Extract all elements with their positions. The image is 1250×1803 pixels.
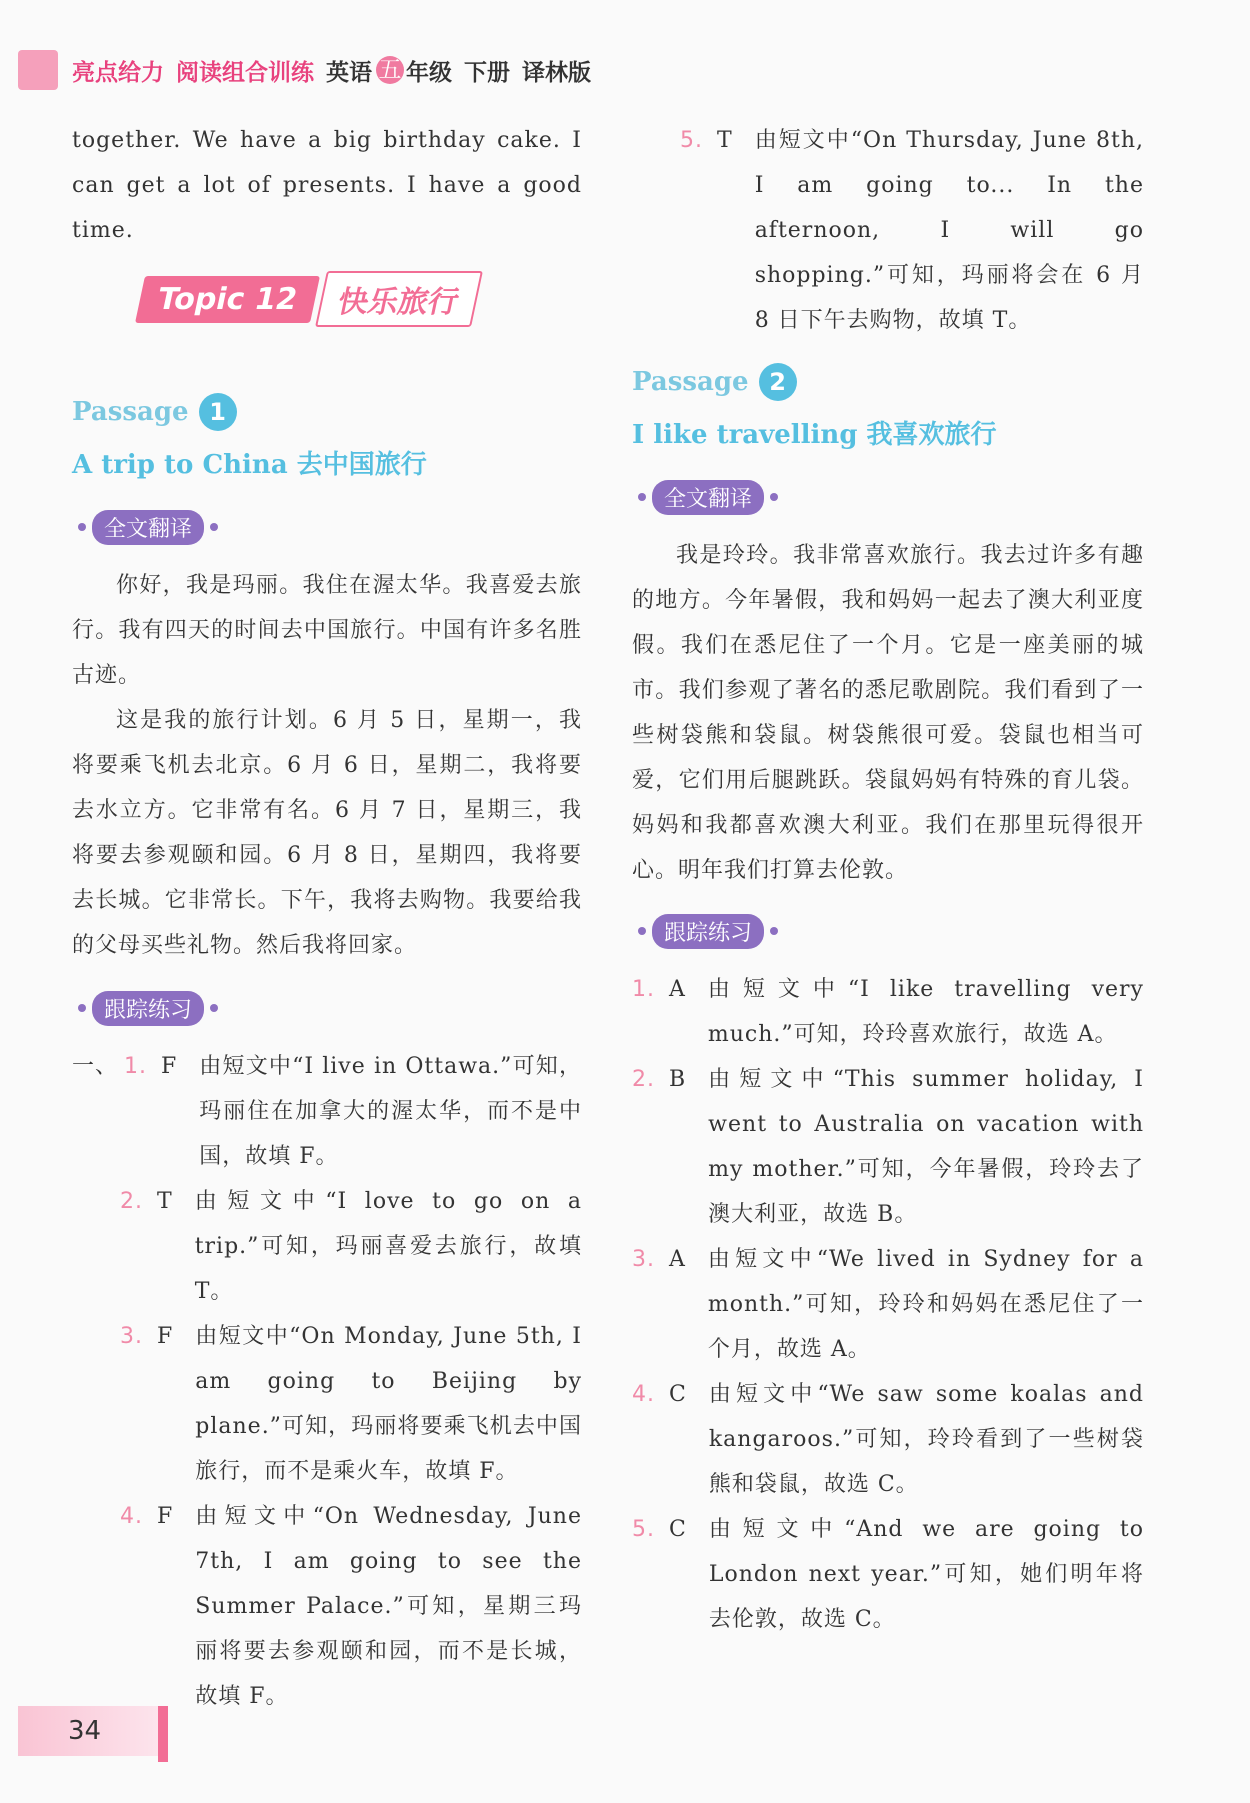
translation-tag-label: 全文翻译 bbox=[652, 480, 764, 515]
item-number: 5. bbox=[680, 128, 703, 153]
answer-item bbox=[632, 1237, 1144, 1372]
practice-tag bbox=[72, 990, 582, 1026]
item-explanation: 由短文中“On Monday, June 5th, I am going to Beijing by plane.”可知，玛丽将要乘飞机去中国旅行，而不是乘火车，故填 F。 bbox=[195, 1324, 582, 1484]
dot-icon bbox=[638, 493, 646, 501]
header-series: 阅读组合训练 bbox=[176, 59, 314, 86]
dot-icon bbox=[770, 493, 778, 501]
translation-paragraph: 我是玲玲。我非常喜欢旅行。我去过许多有趣的地方。今年暑假，我和妈妈一起去了澳大利亚度假。我们在悉尼住了一个月。它是一座美丽的城市。我们参观了著名的悉尼歌剧院。我们看到了一些树袋熊和袋鼠。树袋熊很可爱。袋鼠也相当可爱，它们用后腿跳跃。袋鼠妈妈有特殊的育儿袋。妈妈和我都喜欢澳大利亚。我们在那里玩得很开心。明年我们打算去伦敦。 bbox=[632, 543, 1144, 883]
item-answer: A bbox=[669, 1247, 686, 1272]
item-explanation: 由短文中“I live in Ottawa.”可知，玛丽住在加拿大的渥太华，而不是中国，故填 F。 bbox=[199, 1054, 582, 1169]
topic-title: 快乐旅行 bbox=[315, 271, 483, 327]
page-header bbox=[18, 50, 603, 90]
item-number: 3. bbox=[120, 1324, 143, 1349]
item-number: 2. bbox=[632, 1067, 655, 1092]
item-answer: T bbox=[717, 128, 733, 153]
practice-tag bbox=[632, 913, 1144, 949]
item-number: 2. bbox=[120, 1189, 143, 1214]
passage-heading bbox=[72, 387, 582, 437]
item-explanation: 由短文中“And we are going to London next year.”可知，她们明年将去伦敦，故选 C。 bbox=[708, 1517, 1144, 1632]
dot-icon bbox=[210, 523, 218, 531]
header-brand: 亮点给力 bbox=[72, 59, 164, 86]
answer-item bbox=[632, 967, 1144, 1057]
passage-number-badge: 2 bbox=[759, 363, 797, 401]
passage-title: A trip to China 去中国旅行 bbox=[72, 450, 427, 480]
answer-item bbox=[632, 1372, 1144, 1507]
dot-icon bbox=[770, 927, 778, 935]
translation-tag-label: 全文翻译 bbox=[92, 510, 204, 545]
answer-item bbox=[72, 1314, 582, 1494]
item-answer: T bbox=[157, 1189, 173, 1214]
item-answer: F bbox=[161, 1054, 178, 1079]
topic-banner bbox=[140, 271, 582, 327]
item-number: 3. bbox=[632, 1247, 655, 1272]
item-explanation: 由短文中“I love to go on a trip.”可知，玛丽喜爱去旅行，故填 T。 bbox=[194, 1189, 582, 1304]
item-explanation: 由短文中“We lived in Sydney for a month.”可知，玲玲和妈妈在悉尼住了一个月，故选 A。 bbox=[707, 1247, 1144, 1362]
translation-paragraph: 你好，我是玛丽。我住在渥太华。我喜爱去旅行。我有四天的时间去中国旅行。中国有许多名胜古迹。 bbox=[72, 573, 582, 688]
item-answer: C bbox=[669, 1382, 687, 1407]
left-column bbox=[72, 118, 582, 1719]
item-answer: A bbox=[669, 977, 686, 1002]
answer-item bbox=[632, 118, 1144, 343]
item-answer: C bbox=[669, 1517, 687, 1542]
answer-item bbox=[72, 1179, 582, 1314]
answer-item bbox=[72, 1044, 582, 1179]
translation-tag bbox=[72, 509, 582, 545]
item-number: 1. bbox=[124, 1054, 148, 1079]
item-explanation: 由短文中“This summer holiday, I went to Australia on vacation with my mother.”可知，今年暑假，玲玲去了澳大利亚，故选 B。 bbox=[708, 1067, 1144, 1227]
passage-heading bbox=[632, 357, 1144, 407]
dot-icon bbox=[210, 1004, 218, 1012]
item-number: 4. bbox=[120, 1504, 143, 1529]
answer-item bbox=[72, 1494, 582, 1719]
item-answer: B bbox=[669, 1067, 687, 1092]
answer-item bbox=[632, 1057, 1144, 1237]
answer-item bbox=[632, 1507, 1144, 1642]
passage-number-badge: 1 bbox=[199, 393, 237, 431]
right-column bbox=[632, 118, 1144, 1642]
item-answer: F bbox=[157, 1324, 174, 1349]
dot-icon bbox=[638, 927, 646, 935]
passage-title: I like travelling 我喜欢旅行 bbox=[632, 420, 997, 450]
dot-icon bbox=[78, 523, 86, 531]
item-number: 5. bbox=[632, 1517, 655, 1542]
header-subject: 英语 bbox=[326, 59, 372, 86]
page-number: 34 bbox=[18, 1706, 168, 1756]
item-explanation: 由短文中“I like travelling very much.”可知，玲玲喜欢旅行，故选 A。 bbox=[707, 977, 1144, 1047]
item-answer: F bbox=[157, 1504, 174, 1529]
item-number: 1. bbox=[632, 977, 655, 1002]
header-grade-badge: 五 bbox=[376, 56, 404, 84]
item-explanation: 由短文中“On Wednesday, June 7th, I am going to see the Summer Palace.”可知，星期三玛丽将要去参观颐和园，而不是长城，故填 F。 bbox=[195, 1504, 582, 1709]
item-explanation: 由短文中“We saw some koalas and kangaroos.”可知，玲玲看到了一些树袋熊和袋鼠，故选 C。 bbox=[708, 1382, 1144, 1497]
section-prefix: 一、 bbox=[72, 1054, 119, 1079]
header-tab-marker bbox=[18, 50, 58, 90]
passage-word: Passage bbox=[72, 397, 189, 427]
header-edition: 译林版 bbox=[522, 59, 591, 86]
topic-label: Topic 12 bbox=[135, 276, 320, 323]
item-number: 4. bbox=[632, 1382, 655, 1407]
header-term: 下册 bbox=[464, 59, 510, 86]
practice-tag-label: 跟踪练习 bbox=[92, 991, 204, 1026]
dot-icon bbox=[78, 1004, 86, 1012]
continued-text: together. We have a big birthday cake. I can get a lot of presents. I have a good time. bbox=[72, 128, 582, 243]
passage-word: Passage bbox=[632, 367, 749, 397]
header-grade: 年级 bbox=[406, 59, 452, 86]
translation-tag bbox=[632, 479, 1144, 515]
practice-tag-label: 跟踪练习 bbox=[652, 914, 764, 949]
translation-paragraph: 这是我的旅行计划。6 月 5 日，星期一，我将要乘飞机去北京。6 月 6 日，星期二，我将要去水立方。它非常有名。6 月 7 日，星期三，我将要去参观颐和园。6 月 8 日，星期四，我将要去长城。它非常长。下午，我将去购物。我要给我的父母买些礼物。然后我将回家。 bbox=[72, 708, 582, 958]
item-explanation: 由短文中“On Thursday, June 8th, I am going to... In the afternoon, I will go shopping.”可知，玛丽将会在 6 月 8 日下午去购物，故填 T。 bbox=[754, 128, 1144, 333]
